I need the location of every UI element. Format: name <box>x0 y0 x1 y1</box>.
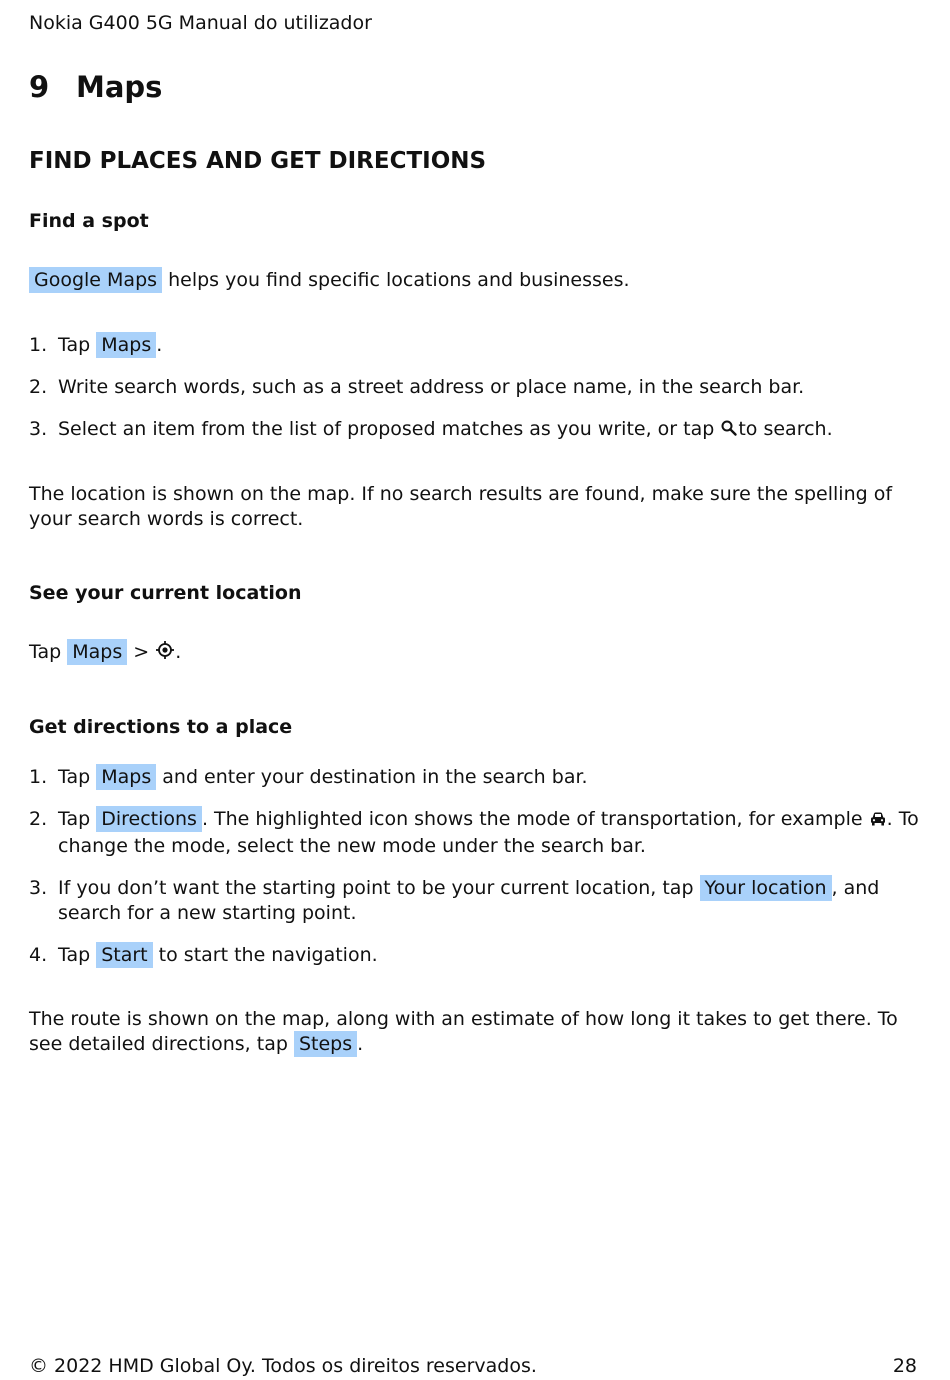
list-item <box>29 807 921 859</box>
your-location-link[interactable]: Your location <box>700 875 832 901</box>
directions-link[interactable]: Directions <box>96 806 202 832</box>
step-number: 2. <box>29 376 48 398</box>
google-maps-link[interactable]: Google Maps <box>29 267 162 293</box>
step-number: 1. <box>29 334 48 356</box>
step-number: 3. <box>29 877 48 899</box>
find-spot-steps <box>29 333 921 461</box>
note-text: The route is shown on the map, along with an estimate of how long it takes to get there. To see detailed directions, tap <box>29 1008 898 1055</box>
step-number: 2. <box>29 808 48 830</box>
my-location-icon <box>155 640 175 667</box>
find-spot-intro <box>29 268 921 293</box>
page-header: Nokia G400 5G Manual do utilizador <box>29 12 372 34</box>
instruction-text: Tap <box>29 641 68 663</box>
note-text: . <box>357 1033 364 1055</box>
current-location-instruction <box>29 640 921 667</box>
step-text: to search. <box>738 418 833 440</box>
list-item <box>29 876 921 926</box>
instruction-text: > <box>127 641 156 663</box>
maps-link[interactable]: Maps <box>96 332 156 358</box>
car-icon <box>869 809 887 834</box>
step-text: . <box>156 334 163 356</box>
steps-link[interactable]: Steps <box>294 1031 357 1057</box>
step-text: Tap <box>58 334 97 356</box>
list-item <box>29 333 921 358</box>
step-number: 1. <box>29 766 48 788</box>
find-spot-note: The location is shown on the map. If no search results are found, make sure the spelling of your search words is correct. <box>29 483 893 530</box>
maps-link[interactable]: Maps <box>67 639 127 665</box>
step-text: , and search for a new starting point. <box>58 877 880 924</box>
step-text: . The highlighted icon shows the mode of transportation, for example <box>201 808 869 830</box>
step-number: 4. <box>29 944 48 966</box>
step-text: to start the navigation. <box>152 944 378 966</box>
chapter-heading <box>29 70 162 104</box>
step-text: Select an item from the list of proposed matches as you write, or tap <box>58 418 721 440</box>
step-text: and enter your destination in the search bar. <box>156 766 588 788</box>
page-footer: © 2022 HMD Global Oy. Todos os direitos reservados. <box>29 1355 537 1377</box>
step-text: . To change the mode, select the new mode under the search bar. <box>58 808 919 857</box>
directions-steps <box>29 765 921 985</box>
step-text: Tap <box>58 808 97 830</box>
chapter-title: Maps <box>76 70 163 104</box>
intro-text: helps you find specific locations and businesses. <box>162 269 630 291</box>
list-item <box>29 375 921 400</box>
find-spot-heading: Find a spot <box>29 210 149 232</box>
list-item <box>29 417 921 444</box>
start-link[interactable]: Start <box>96 942 152 968</box>
current-location-heading: See your current location <box>29 582 302 604</box>
step-text: If you don’t want the starting point to be your current location, tap <box>58 877 700 899</box>
list-item <box>29 765 921 790</box>
step-number: 3. <box>29 418 48 440</box>
maps-link[interactable]: Maps <box>96 764 156 790</box>
step-text: Tap <box>58 766 97 788</box>
directions-heading: Get directions to a place <box>29 716 293 738</box>
step-text: Write search words, such as a street address or place name, in the search bar. <box>58 376 805 398</box>
chapter-number: 9 <box>29 70 50 104</box>
section-title: FIND PLACES AND GET DIRECTIONS <box>29 148 487 174</box>
directions-note <box>29 1007 921 1057</box>
step-text: Tap <box>58 944 97 966</box>
page-number: 28 <box>892 1355 917 1377</box>
instruction-text: . <box>175 641 182 663</box>
list-item <box>29 943 921 968</box>
search-icon <box>720 419 738 444</box>
